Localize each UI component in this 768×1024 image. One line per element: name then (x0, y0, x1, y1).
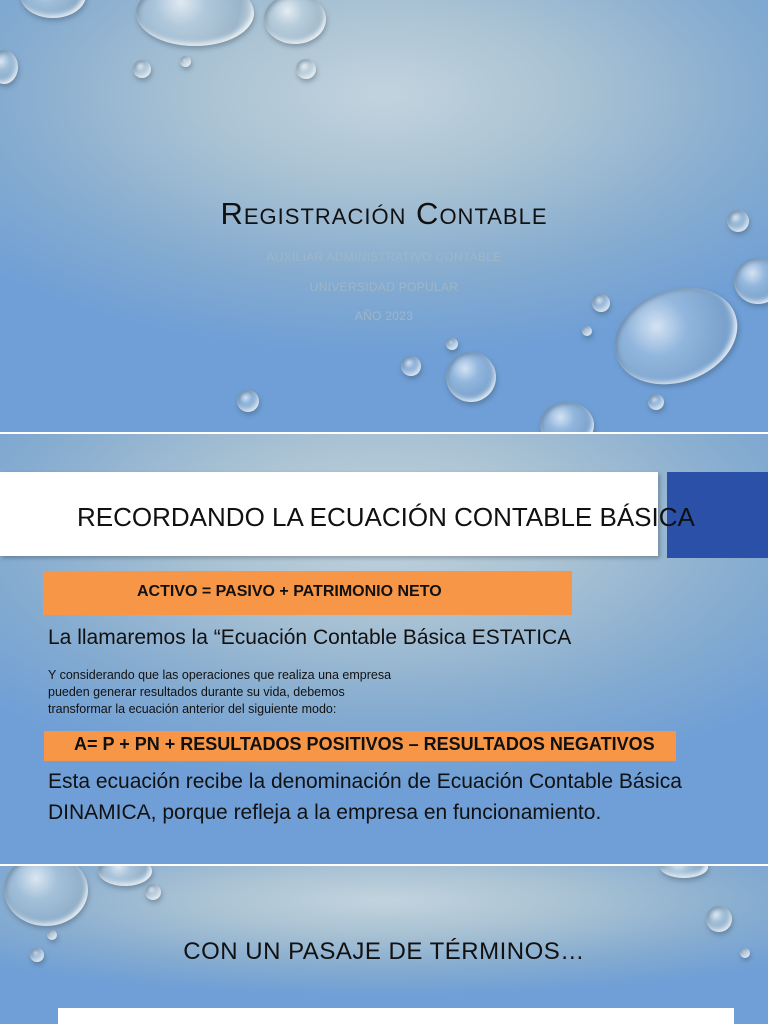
static-equation-box (43, 571, 572, 615)
title-slide (0, 0, 768, 432)
water-drop-decoration (582, 326, 592, 336)
water-drop-decoration (648, 394, 664, 410)
presentation-title: Registración Contable (220, 196, 548, 231)
terms-slide (0, 866, 768, 1024)
explanation-text (48, 667, 391, 718)
dynamic-equation: A= P + PN + RESULTADOS POSITIVOS – RESULTADOS NEGATIVOS (74, 734, 655, 754)
water-drop-decoration (4, 866, 88, 926)
static-equation-caption: La llamaremos la “Ecuación Contable Básica ESTATICA (48, 626, 572, 649)
static-equation: ACTIVO = PASIVO + PATRIMONIO NETO (137, 583, 442, 600)
equation-slide (0, 434, 768, 864)
content-card (58, 1008, 734, 1024)
water-drop-decoration (296, 59, 316, 79)
water-drop-decoration (401, 356, 421, 376)
water-drop-decoration (660, 866, 708, 878)
water-drop-decoration (540, 402, 594, 432)
water-drop-decoration (98, 866, 152, 886)
slide-title: CON UN PASAJE DE TÉRMINOS… (183, 938, 585, 965)
explanation-line: transformar la ecuación anterior del siguiente modo: (48, 702, 337, 716)
institution-subtitle: UNIVERSIDAD POPULAR (309, 280, 459, 294)
slide-title: RECORDANDO LA ECUACIÓN CONTABLE BÁSICA (77, 502, 695, 532)
water-drop-decoration (20, 0, 86, 18)
water-drop-decoration (264, 0, 326, 44)
year-subtitle: AÑO 2023 (354, 309, 414, 323)
dynamic-equation-caption-line-1: Esta ecuación recibe la denominación de Ecuación Contable Básica (48, 770, 682, 793)
explanation-line: Y considerando que las operaciones que realiza una empresa (48, 668, 392, 682)
explanation-line: pueden generar resultados durante su vida, debemos (48, 685, 345, 699)
water-drop-decoration (145, 884, 161, 900)
water-drop-decoration (136, 0, 254, 46)
water-drop-decoration (446, 338, 458, 350)
dynamic-equation-caption-line-2: DINAMICA, porque refleja a la empresa en funcionamiento. (48, 801, 602, 824)
water-drop-decoration (0, 50, 18, 84)
course-subtitle: AUXILIAR ADMINISTRATIVO CONTABLE (266, 250, 502, 264)
water-drop-decoration (446, 352, 496, 402)
water-drop-decoration (180, 56, 191, 67)
dynamic-equation-box (44, 731, 676, 761)
water-drop-decoration (237, 390, 259, 412)
water-drop-decoration (706, 906, 732, 932)
water-drop-decoration (133, 60, 151, 78)
